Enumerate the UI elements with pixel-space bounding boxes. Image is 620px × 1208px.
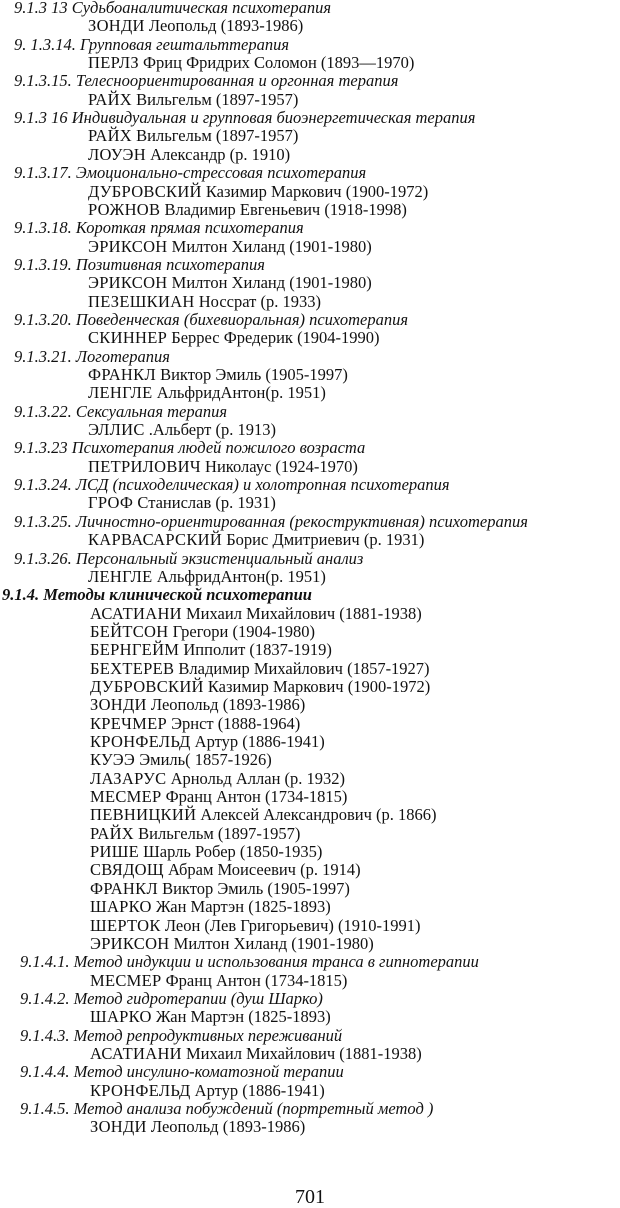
person-surname: ГРОФ — [88, 493, 134, 513]
subsection-heading: 9.1.4.3. Метод репродуктивных переживаний — [20, 1025, 343, 1045]
person-surname: ЭРИКСОН — [90, 933, 170, 953]
person-details: Франц Антон (1734-1815) — [165, 970, 348, 990]
person-details: Леон (Лев Григорьевич) (1910-1991) — [164, 915, 421, 935]
person-entry — [88, 273, 372, 292]
subsection-heading: 9.1.4.1. Метод индукции и использования транса в гипнотерапии — [20, 952, 479, 972]
person-surname: МЕСМЕР — [90, 970, 162, 990]
person-entry — [88, 567, 326, 586]
person-details: Борис Дмитриевич (р. 1931) — [226, 530, 425, 550]
person-surname: РАЙХ — [90, 823, 135, 843]
person-entry — [88, 90, 298, 109]
subsection-heading: 9.1.3.22. Сексуальная терапия — [14, 401, 228, 421]
person-entry — [88, 237, 372, 256]
person-details: АльфридАнтон(р. 1951) — [156, 383, 326, 403]
person-details: Шарль Робер (1850-1935) — [143, 842, 323, 862]
person-details: Алексей Александрович (р. 1866) — [200, 805, 437, 825]
person-entry — [90, 622, 315, 641]
person-details: Франц Антон (1734-1815) — [165, 787, 348, 807]
subsection-heading: 9.1.4.5. Метод анализа побуждений (портретный метод ) — [20, 1099, 434, 1118]
person-details: Фриц Фридрих Соломон (1893—1970) — [143, 53, 415, 73]
person-details: Арнольд Аллан (р. 1932) — [170, 768, 346, 788]
subsection-heading: 9.1.3.18. Короткая прямая психотерапия — [14, 218, 304, 238]
person-details: Михаил Михайлович (1881-1938) — [186, 1043, 422, 1063]
person-surname: КУЭЭ — [90, 750, 136, 770]
person-entry — [90, 659, 430, 678]
person-surname: СВЯДОЩ — [90, 860, 164, 880]
person-details: Беррес Фредерик (1904-1990) — [171, 328, 380, 348]
person-details: Эрнст (1888-1964) — [171, 713, 301, 733]
subsection-heading: 9.1.3.19. Позитивная психотерапия — [14, 254, 265, 274]
person-surname: ДУБРОВСКИЙ — [88, 181, 202, 201]
person-surname: БЕХТЕРЕВ — [90, 658, 175, 678]
subsection-heading: 9.1.3.25. Личностно-ориентированная (рекоструктивная) психотерапия — [14, 511, 528, 531]
person-entry — [90, 604, 422, 623]
subsection-heading: 9. 1.3.14. Групповая гештальттерапия — [14, 34, 290, 54]
person-entry — [90, 1007, 331, 1026]
person-details: Жан Мартэн (1825-1893) — [155, 897, 331, 917]
subsection-heading: 9.1.3 16 Индивидуальная и групповая биоэнергетическая терапия — [14, 108, 476, 128]
person-entry — [90, 769, 345, 788]
person-surname: АСАТИАНИ — [90, 603, 182, 623]
person-details: Жан Мартэн (1825-1893) — [155, 1007, 331, 1027]
subsection-heading: 9.1.3.24. ЛСД (психоделическая) и холотропная психотерапия — [14, 475, 450, 495]
person-entry — [90, 879, 350, 898]
person-surname: ЛЕНГЛЕ — [88, 566, 153, 586]
person-surname: ЭРИКСОН — [88, 273, 168, 293]
person-surname: ШАРКО — [90, 897, 152, 917]
person-details: Виктор Эмиль (1905-1997) — [160, 365, 348, 384]
person-details: Леопольд (1893-1986) — [150, 695, 306, 715]
person-surname: БЕРНГЕЙМ — [90, 640, 180, 660]
person-details: Грегори (1904-1980) — [172, 621, 315, 641]
person-surname: РОЖНОВ — [88, 199, 161, 219]
person-entry — [88, 493, 276, 512]
person-surname: ПЕРЛЗ — [88, 53, 139, 73]
person-surname: РАЙХ — [88, 89, 133, 109]
person-details: Артур (1886-1941) — [194, 1080, 325, 1100]
person-entry — [90, 787, 347, 806]
person-details: Эмиль( 1857-1926) — [139, 750, 272, 770]
subsection-heading: 9.1.3.21. Логотерапия — [14, 346, 170, 366]
person-surname: ДУБРОВСКИЙ — [90, 676, 204, 696]
person-entry — [88, 383, 326, 402]
person-surname: РИШЕ — [90, 842, 140, 862]
person-surname: ШЕРТОК — [90, 915, 161, 935]
person-entry — [90, 677, 430, 696]
person-entry — [90, 934, 374, 953]
person-surname: МЕСМЕР — [90, 787, 162, 807]
person-surname: КРЕЧМЕР — [90, 713, 168, 733]
person-details: Вильгельм (1897-1957) — [136, 126, 299, 146]
person-surname: АСАТИАНИ — [90, 1043, 182, 1063]
person-entry — [88, 420, 276, 439]
person-details: Вильгельм (1897-1957) — [136, 89, 299, 109]
person-entry — [90, 1117, 305, 1136]
person-surname: КРОНФЕЛЬД — [90, 1080, 191, 1100]
person-entry — [88, 328, 380, 347]
person-surname: ЭРИКСОН — [88, 236, 168, 256]
person-surname: КАРВАСАРСКИЙ — [88, 530, 223, 550]
person-details: Михаил Михайлович (1881-1938) — [186, 603, 422, 623]
person-details: АльфридАнтон(р. 1951) — [156, 566, 326, 586]
person-details: Виктор Эмиль (1905-1997) — [162, 878, 350, 898]
subsection-heading: 9.1.4.2. Метод гидротерапии (душ Шарко) — [20, 988, 323, 1008]
person-surname: ЗОНДИ — [90, 695, 147, 715]
person-details: Казимир Маркович (1900-1972) — [207, 676, 431, 696]
subsection-heading: 9.1.3.17. Эмоционально-стрессовая психотерапия — [14, 163, 367, 183]
person-surname: РАЙХ — [88, 126, 133, 146]
person-surname: ШАРКО — [90, 1007, 152, 1027]
person-details: Ипполит (1837-1919) — [183, 640, 332, 660]
person-details: Леопольд (1893-1986) — [148, 16, 304, 36]
person-entry — [90, 714, 300, 733]
person-entry — [90, 805, 437, 824]
person-details: Александр (р. 1910) — [150, 144, 291, 164]
person-entry — [88, 145, 290, 164]
page-number: 701 — [295, 1186, 325, 1208]
person-surname: ФРАНКЛ — [88, 365, 156, 384]
person-entry — [90, 824, 300, 843]
person-entry — [90, 860, 361, 879]
person-surname: БЕЙТСОН — [90, 621, 169, 641]
person-entry — [88, 16, 303, 35]
person-surname: ЛЕНГЛЕ — [88, 383, 153, 403]
person-surname: СКИННЕР — [88, 328, 168, 348]
person-details: Артур (1886-1941) — [194, 732, 325, 751]
person-details: Милтон Хиланд (1901-1980) — [171, 273, 372, 293]
person-entry — [90, 1044, 422, 1063]
person-surname: ЗОНДИ — [88, 16, 145, 36]
person-entry — [90, 1081, 325, 1100]
subsection-heading: 9.1.3.23 Психотерапия людей пожилого возраста — [14, 438, 366, 458]
person-details: Вильгельм (1897-1957) — [138, 823, 301, 843]
person-details: Милтон Хиланд (1901-1980) — [171, 236, 372, 256]
subsection-heading: 9.1.3.15. Телесноориентированная и оргонная терапия — [14, 71, 399, 91]
person-entry — [88, 53, 414, 72]
person-entry — [88, 365, 348, 384]
person-details: Владимир Евгеньевич (1918-1998) — [164, 199, 407, 219]
person-details: Владимир Михайлович (1857-1927) — [178, 658, 430, 678]
person-entry — [88, 182, 428, 201]
person-entry — [88, 200, 407, 219]
person-details: Леопольд (1893-1986) — [150, 1117, 306, 1137]
person-entry — [90, 971, 347, 990]
subsection-heading: 9.1.3 13 Судьбоаналитическая психотерапия — [14, 0, 332, 17]
person-details: Милтон Хиланд (1901-1980) — [173, 933, 374, 953]
person-surname: ФРАНКЛ — [90, 878, 158, 898]
person-entry — [90, 916, 421, 935]
person-entry — [90, 842, 322, 861]
person-details: Николаус (1924-1970) — [205, 456, 358, 476]
section-heading: 9.1.4. Методы клинической психотерапии — [2, 585, 312, 605]
person-entry — [88, 126, 298, 145]
subsection-heading: 9.1.4.4. Метод инсулино-коматозной терапии — [20, 1062, 344, 1082]
subsection-heading: 9.1.3.20. Поведенческая (бихевиоральная) психотерапия — [14, 309, 409, 329]
person-entry — [90, 897, 331, 916]
person-details: Станислав (р. 1931) — [137, 493, 276, 513]
person-surname: ЛАЗАРУС — [90, 768, 167, 788]
person-surname: ЗОНДИ — [90, 1117, 147, 1137]
person-entry — [90, 695, 305, 714]
person-entry — [90, 732, 325, 751]
person-surname: КРОНФЕЛЬД — [90, 732, 191, 751]
person-entry — [90, 640, 332, 659]
person-entry — [88, 292, 321, 311]
person-surname: ПЕТРИЛОВИЧ — [88, 456, 201, 476]
person-surname: ЭЛЛИС — [88, 420, 145, 440]
person-entry — [88, 457, 358, 476]
person-surname: ЛОУЭН — [88, 144, 146, 164]
person-entry — [90, 750, 272, 769]
person-details: Абрам Моисеевич (р. 1914) — [167, 860, 361, 880]
person-details: Казимир Маркович (1900-1972) — [205, 181, 429, 201]
person-entry — [88, 530, 424, 549]
person-surname: ПЕВНИЦКИЙ — [90, 805, 197, 825]
person-details: Носсрат (р. 1933) — [198, 291, 321, 311]
person-surname: ПЕЗЕШКИАН — [88, 291, 195, 311]
person-details: .Альберт (р. 1913) — [148, 420, 276, 440]
subsection-heading: 9.1.3.26. Персональный экзистенциальный анализ — [14, 548, 364, 568]
